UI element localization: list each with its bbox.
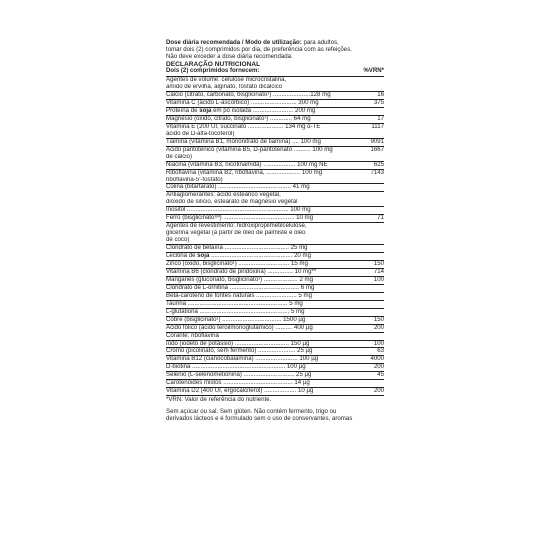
ingredient-line: Zinco (óxido, bisglicinato¹) .............................. 15 mg	[166, 260, 308, 267]
table-row	[166, 285, 384, 293]
table-row	[166, 100, 384, 108]
ingredient-line: Vitamina C (ácido L-ascórbico) ........................... 300 mg	[166, 99, 319, 106]
dosage-instructions	[166, 40, 384, 61]
ingredient-line: de coco)	[166, 237, 190, 244]
table-row	[166, 277, 384, 285]
table-row	[166, 184, 384, 192]
table-row	[166, 309, 384, 317]
ingredient-line: D-biotina ....................................................... 100 µg	[166, 364, 306, 371]
table-row	[166, 192, 384, 207]
ingredient-label	[166, 317, 346, 324]
nutrition-table-body	[166, 77, 384, 396]
ingredient-line: Ferro (bisglicinato¹ᴹ) .......................................... 10 mg	[166, 215, 314, 222]
table-row	[166, 108, 384, 116]
ingredient-label	[166, 341, 346, 348]
vrn-value: 150	[373, 315, 384, 323]
ingredient-line: Beta-caroteno de fontes naturais ........................ 5 mg	[166, 292, 312, 299]
ingredient-line: Agentes de revestimento: hidroxipropilmetilcelulose,	[166, 223, 307, 230]
header-serving: Dois (2) comprimidos fornecem:	[166, 67, 260, 75]
vrn-value: 71	[377, 214, 384, 222]
table-row	[166, 261, 384, 269]
dosage-heading: Dose diária recomendada / Modo de utilização:	[166, 39, 302, 46]
ingredient-label	[166, 139, 346, 146]
ingredient-label	[166, 309, 346, 316]
ingredient-line: Iodo (iodeto de potássio) ................................ 150 µg	[166, 340, 310, 347]
table-row	[166, 162, 384, 170]
ingredient-label	[166, 124, 346, 138]
ingredient-line: Tiamina (vitamina B1, mononitrato de tiamina) .... 100 mg	[166, 138, 321, 145]
ingredient-label	[166, 261, 346, 268]
ingredient-line: de cálcio)	[166, 153, 193, 160]
table-row	[166, 325, 384, 333]
vrn-value: 200	[373, 363, 384, 371]
table-row	[166, 301, 384, 309]
ingredient-label	[166, 100, 346, 107]
table-row	[166, 223, 384, 245]
ingredient-label	[166, 77, 346, 91]
table-row	[166, 372, 384, 380]
ingredient-label	[166, 184, 346, 191]
ingredient-label	[166, 108, 346, 115]
table-row	[166, 116, 384, 124]
vrn-value: 625	[373, 160, 384, 168]
ingredient-line: Vitamina E (200 UI, succinato ..................... 134 mg α-TE	[166, 123, 321, 130]
ingredient-label	[166, 147, 346, 161]
table-row	[166, 139, 384, 147]
ingredient-label	[166, 207, 346, 214]
ingredient-line: Carotenóides mistos ......................................... 14 µg	[166, 380, 310, 387]
ingredient-line	[166, 108, 346, 115]
ingredient-line: Antiaglomerantes: ácido esteárico vegetal,	[166, 192, 281, 199]
ingredient-line: Niacina (vitamina B3, nicotinamida) ................... 100 mg NE	[166, 161, 328, 168]
vrn-value: 714	[373, 267, 384, 275]
table-row	[166, 147, 384, 162]
ingredient-text: Proteína de	[166, 107, 200, 114]
table-row	[166, 245, 384, 253]
free-from-line-1: Sem açúcar ou sal. Sem glúten. Não contém fermento, trigo ou	[166, 408, 337, 416]
ingredient-label	[166, 245, 346, 252]
ingredient-label	[166, 356, 346, 363]
vrn-value: 17	[377, 114, 384, 122]
table-row	[166, 380, 384, 388]
vrn-value: 200	[373, 323, 384, 331]
ingredient-line: glicerina vegetal (a partir de óleo de palmiste e óleo	[166, 230, 306, 237]
vrn-value: 1117	[371, 122, 384, 130]
vrn-value: 100	[373, 339, 384, 347]
ingredient-label	[166, 170, 346, 184]
ingredient-label	[166, 388, 346, 395]
vrn-value: 1667	[370, 145, 384, 153]
table-row	[166, 269, 384, 277]
vrn-value: 100	[373, 275, 384, 283]
ingredient-text: Lecitina de	[166, 253, 198, 260]
ingredient-line: Cobre (bisglicinato¹) ................................... 1500 µg	[166, 316, 306, 323]
table-row	[166, 364, 384, 372]
vrn-value: 63	[377, 347, 384, 355]
nutrition-table-title: DECLARAÇÃO NUTRICIONAL	[166, 60, 261, 68]
ingredient-line: Cálcio (citrato, carbonato, bisglicinato¹) ......................128 mg	[166, 92, 331, 99]
ingredient-line: Ácido fólico (ácido teroilmonoglutâmico) .......... 400 µg	[166, 324, 313, 331]
vrn-value: 150	[373, 259, 384, 267]
nutrition-table-header	[166, 68, 384, 76]
supplement-label	[166, 40, 384, 423]
ingredient-label	[166, 253, 346, 260]
ingredient-label	[166, 223, 346, 244]
ingredient-line: Selênio (L-selenometionina) .............................. 25 µg	[166, 372, 312, 379]
ingredient-line: Cloridrato de L-ornitina ......................................... 6 mg	[166, 284, 315, 291]
vrn-footnote: *VRN: Valor de referência do nutriente.	[166, 396, 272, 404]
ingredient-line: Inositol ............................................................ 100 mg	[166, 207, 311, 214]
dosage-line-3: Não deve exceder a dose diária recomendada.	[166, 52, 293, 60]
ingredient-text: ................................................ 20 mg	[209, 253, 311, 260]
ingredient-line: Riboflavina (vitamina B2, riboflavina, .................... 100 mg	[166, 169, 323, 176]
ingredient-line: Agentes de volume: celulose microcristalina,	[166, 77, 287, 84]
allergen-text: soja	[197, 253, 210, 260]
vrn-value: 4000	[370, 355, 384, 363]
ingredient-line: ácido de D-alfa-tocoferol)	[166, 130, 235, 137]
ingredient-label	[166, 348, 346, 355]
ingredient-line: Manganês (gluconato, bisglicinato¹) .................... 2 mg	[166, 276, 313, 283]
table-row	[166, 317, 384, 325]
ingredient-label	[166, 92, 346, 99]
table-row	[166, 215, 384, 223]
ingredient-label	[166, 333, 346, 340]
ingredient-label	[166, 285, 346, 292]
vrn-value: 45	[377, 371, 384, 379]
table-row	[166, 333, 384, 341]
ingredient-line: Cloridrato de betaína ...................................... 25 mg	[166, 245, 308, 252]
vrn-value: 9091	[370, 137, 384, 145]
ingredient-line: L-glutationa ..................................................... 5 mg	[166, 308, 305, 315]
vrn-value: 200	[373, 387, 384, 395]
table-row	[166, 92, 384, 100]
dosage-line-1-rest: para adultos,	[301, 39, 339, 46]
table-row	[166, 388, 384, 396]
free-from-line-2: derivados lácteos e é formulado sem o uso de conservantes, aromas	[166, 415, 353, 423]
ingredient-line: Taurina ........................................................... 5 mg	[166, 300, 303, 307]
ingredient-line: riboflavina-5'-fosfato)	[166, 176, 223, 183]
vrn-value: 7143	[370, 168, 384, 176]
ingredient-line: Ácido pantotênico (vitamina B5, D-pantotenato .......... 100 mg	[166, 146, 333, 153]
ingredient-label	[166, 364, 346, 371]
ingredient-line: Magnésio (óxido, citrato, bisglicinato¹) ............. 64 mg	[166, 115, 311, 122]
vrn-value: 375	[373, 98, 384, 106]
ingredient-label	[166, 372, 346, 379]
dosage-line-2: tomar dois (2) comprimidos por dia, de preferência com as refeições.	[166, 45, 352, 53]
table-row	[166, 77, 384, 92]
ingredient-label	[166, 293, 346, 300]
table-row	[166, 356, 384, 364]
table-row	[166, 207, 384, 215]
ingredient-line: Vitamina B6 (cloridrato de piridoxina) ............... 10 mg**	[166, 268, 317, 275]
ingredient-label	[166, 269, 346, 276]
ingredient-line: Corante: riboflavina	[166, 332, 219, 339]
ingredient-label	[166, 380, 346, 387]
ingredient-label	[166, 277, 346, 284]
header-vrn: %VRN*	[363, 67, 384, 75]
allergen-text: soja	[199, 107, 212, 114]
ingredient-label	[166, 215, 346, 222]
ingredient-text: em pó isolada ........................ 200 mg	[211, 107, 316, 114]
ingredient-label	[166, 192, 346, 206]
ingredient-line: Vitamina D2 (400 UI, ergocalciferol) ................... 10 µg	[166, 388, 314, 395]
ingredient-label	[166, 116, 346, 123]
ingredient-line: Vitamina B12 (cianocobalamina) ......................... 100 µg	[166, 356, 319, 363]
free-from-statement	[166, 409, 384, 423]
ingredient-line: Cromo (picolinato, sem fermento) ...................... 25 µg	[166, 348, 313, 355]
ingredient-line: amido de ervilha, alginato, fosfato dicálcico	[166, 84, 283, 91]
ingredient-line: dióxido de silício, estearato de magnésio vegetal	[166, 199, 298, 206]
table-row	[166, 253, 384, 261]
table-row	[166, 348, 384, 356]
ingredient-label	[166, 325, 346, 332]
table-row	[166, 124, 384, 139]
ingredient-label	[166, 162, 346, 169]
ingredient-line	[166, 253, 346, 260]
table-row	[166, 170, 384, 185]
table-row	[166, 341, 384, 349]
vrn-value: 16	[377, 91, 384, 99]
ingredient-line: Colina (bitartarato) ........................................... 41 mg	[166, 184, 310, 191]
ingredient-label	[166, 301, 346, 308]
table-row	[166, 293, 384, 301]
